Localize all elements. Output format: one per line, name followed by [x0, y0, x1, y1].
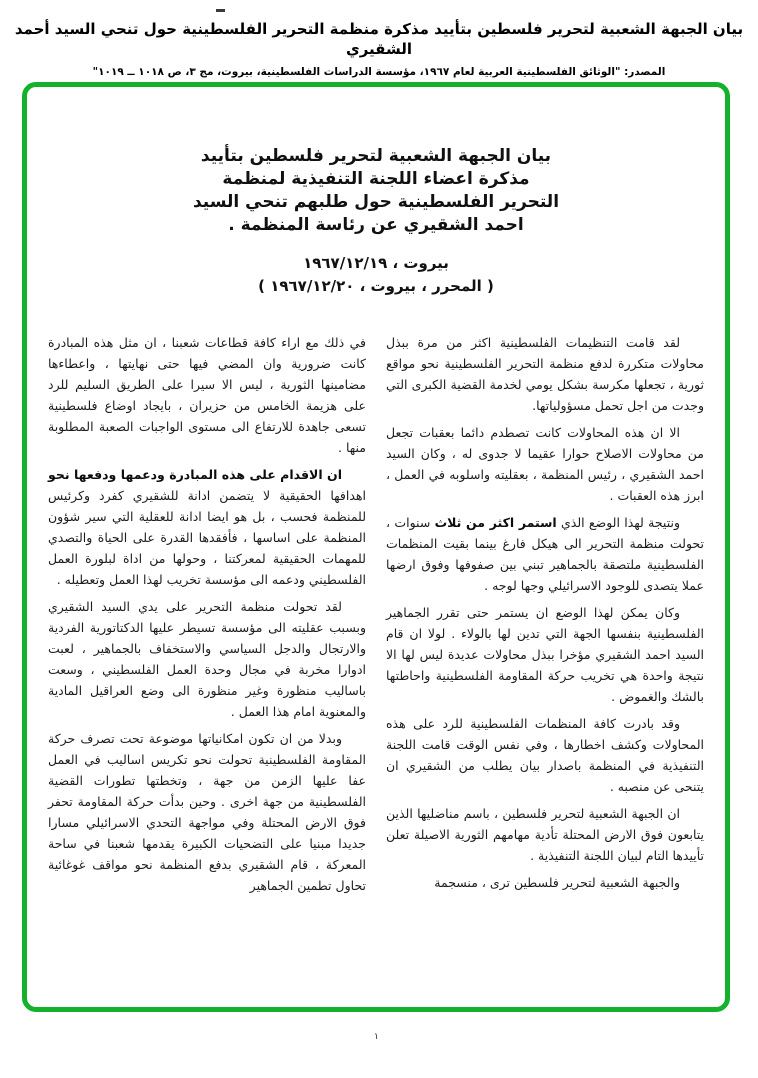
paragraph: لقد قامت التنظيمات الفلسطينية اكثر من مرة ببذل محاولات متكررة لدفع منظمة التحرير الفلسطينية نحو مواقع ثورية ، تجعلها مكرسة بشكل يومي لخدمة القضية الكبرى التي وجدت من اجل تحمل مسؤولياتها.	[386, 335, 704, 413]
bold-phrase: ان الاقدام على هذه المبادرة ودعمها ودفعها نحو	[48, 467, 342, 482]
header-title: بيان الجبهة الشعبية لتحرير فلسطين بتأييد مذكرة منظمة التحرير الفلسطينية حول تنحي السيد أحمد الشقيري	[14, 20, 744, 58]
document-header	[0, 19, 758, 78]
document-title-block	[27, 145, 725, 237]
paragraph: الا ان هذه المحاولات كانت تصطدم دائما بعقبات تجعل من محاولات الاصلاح حوارا عقيما لا جدوى له ، وكان السيد احمد الشقيري ، رئيس المنظمة ، بعقليته واسلوبه في العمل ، ابرز هذه العقبات .	[386, 425, 704, 503]
paragraph: والجبهة الشعبية لتحرير فلسطين ترى ، منسجمة	[434, 875, 680, 890]
document-title-line: التحرير الفلسطينية حول طلبهم تنحي السيد	[192, 192, 560, 212]
scanned-document-frame	[22, 82, 730, 1012]
document-title-line: مذكرة اعضاء اللجنة التنفيذية لمنظمة	[222, 169, 530, 189]
paragraph: وكان يمكن لهذا الوضع ان يستمر حتى تقرر الجماهير الفلسطينية بنفسها الجهة التي تدين لها بالولاء . لولا ان قام السيد احمد الشقيري مؤخرا ببذل محاولات عديدة ليس لها الا نتيجة واحدة هي تخريب حركة المقاومة الفلسطينية واحاطتها بالشك والغموض .	[386, 605, 704, 704]
page-number: ١	[374, 1032, 379, 1042]
paragraph: وبدلا من ان تكون امكانياتها موضوعة تحت تصرف حركة المقاومة الفلسطينية تحولت نحو تكريس اساليب في العمل عفا عليها الزمن من جهة ، وتخطتها تطورات القضية الفلسطينية من جهة اخرى . وحين بدأت حركة المقاومة تحفر فوق الارض المحتلة وفي مواجهة التحدي الاسرائيلي مسارا جديدا مبنيا على التضحيات الكبيرة يقدمها شعبنا في ساحة المعركة ، قام الشقيري بدفع المنظمة نحو مواقف غوغائية تحاول تطمين الجماهير	[48, 731, 366, 893]
dateline-block	[27, 252, 725, 298]
paragraph: لقد تحولت منظمة التحرير على يدي السيد الشقيري وبسبب عقليته الى مؤسسة تسيطر عليها الدكتاتورية الفردية والارتجال والدجل السياسي والاستخفاف بالجماهير ، لعبت ادوارا مخربة في مجال وحدة العمل الفلسطيني ، وسعت باساليب منظورة وغير منظورة الى وضع العراقيل المادية والمعنوية امام هذا العمل .	[48, 599, 366, 719]
bold-phrase: استمر اكثر من ثلاث	[434, 515, 557, 530]
body-columns	[27, 332, 725, 902]
paragraph: في ذلك مع اراء كافة قطاعات شعبنا ، ان مثل هذه المبادرة كانت ضرورية وان المضي فيها حتى نهايتها ، واعطاءها مضامينها الثورية ، ليس الا سيرا على الطريق السليم للرد على هزيمة الخامس من حزيران ، بايجاد اوضاع فلسطينية تسعى جاهدة للارتفاع الى مستوى الواجبات الصعبة المطلوبة منها .	[48, 335, 366, 455]
paragraph: ان الاقدام على هذه المبادرة ودعمها ودفعها نحو اهدافها الحقيقية لا يتضمن ادانة للشقيري كفرد وكرئيس للمنظمة فحسب ، بل هو ايضا ادانة للعقلية التي سير شؤون المنظمة على اساسها ، فأفقدها القدرة على الحياة والتصدي للمهمات الحقيقية لمعركتنا ، وحولها من اداة لبلورة العمل الفلسطيني ودعمه الى مؤسسة تخريب لهذا العمل وتعطيله .	[48, 467, 366, 587]
document-title-line: بيان الجبهة الشعبية لتحرير فلسطين بتأييد	[200, 146, 552, 166]
paragraph: وقد بادرت كافة المنظمات الفلسطينية للرد على هذه المحاولات وكشف اخطارها ، وفي نفس الوقت قامت اللجنة التنفيذية في المنظمة باصدار بيان يطلب من الشقيري ان يتنحى عن منصبه .	[386, 716, 704, 794]
dateline-primary: بيروت ، ١٩٦٧/١٢/١٩	[303, 254, 449, 272]
document-title-line: احمد الشقيري عن رئاسة المنظمة .	[228, 215, 524, 235]
dateline-secondary: ( المحرر ، بيروت ، ١٩٦٧/١٢/٢٠ )	[258, 277, 494, 295]
header-source: المصدر: "الوثائق الفلسطينية العربية لعام ١٩٦٧، مؤسسة الدراسات الفلسطينية، بيروت، مج ٣، ص ١٠١٨ ــ ١٠١٩"	[92, 66, 666, 78]
paragraph: ونتيجة لهذا الوضع الذي استمر اكثر من ثلاث سنوات ، تحولت منظمة التحرير الى هيكل فارغ بينما بقيت المنظمات الفلسطينية ملتصقة بالجماهير تبني بين صفوفها وفوق ارضها عملا يتصدى للوجود الاسرائيلي وجها لوجه .	[386, 515, 704, 593]
column-left	[48, 332, 366, 902]
paragraph: ان الجبهة الشعبية لتحرير فلسطين ، باسم مناضليها الذين يتابعون فوق الارض المحتلة تأدية مهامهم الثورية الاصيلة تعلن تأييدها التام لبيان اللجنة التنفيذية .	[386, 806, 704, 863]
scan-artifact-dash	[216, 9, 225, 12]
column-right	[386, 332, 704, 902]
